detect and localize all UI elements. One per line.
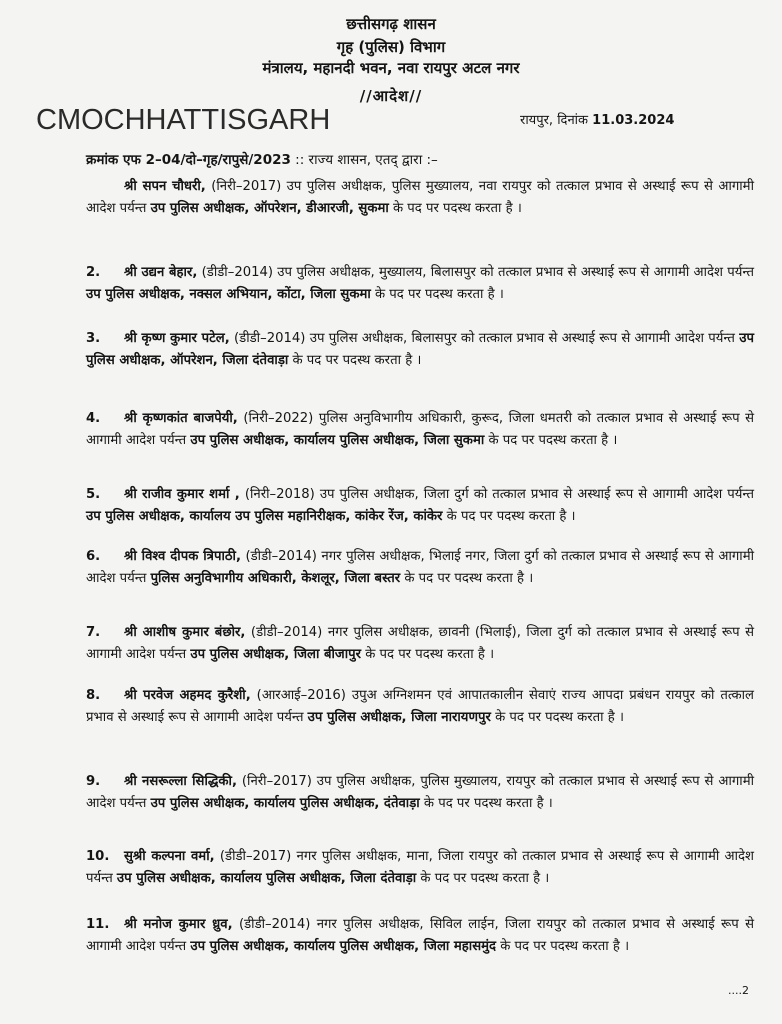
paragraph-number: 2. bbox=[86, 265, 101, 280]
paragraph-number: 11. bbox=[86, 917, 110, 932]
posting-designation: उप पुलिस अधीक्षक, ऑपरेशन, जिला दंतेवाड़ा bbox=[86, 331, 754, 368]
govt-name: छत्तीसगढ़ शासन bbox=[346, 15, 436, 33]
officer-name: श्री आशीष कुमार बंछोर, bbox=[124, 625, 246, 640]
posting-designation: उप पुलिस अधीक्षक, कार्यालय पुलिस अधीक्षक, दंतेवाड़ा bbox=[150, 796, 420, 811]
order-paragraph bbox=[86, 176, 754, 220]
paragraph-body: (निरी–2022) पुलिस अनुविभागीय अधिकारी, कुरूद, जिला धमतरी को तत्काल प्रभाव से अस्थाई रूप से आगामी आदेश पर्यन्त bbox=[86, 411, 754, 448]
order-paragraph bbox=[86, 408, 754, 452]
posting-designation: उप पुलिस अधीक्षक, कार्यालय पुलिस अधीक्षक, जिला दंतेवाड़ा bbox=[116, 871, 417, 886]
order-paragraph bbox=[86, 846, 754, 890]
paragraph-number: 9. bbox=[86, 774, 101, 789]
officer-name: सुश्री कल्पना वर्मा, bbox=[124, 849, 215, 864]
paragraph-tail: के पद पर पदस्थ करता है । bbox=[388, 201, 522, 216]
order-paragraph bbox=[86, 914, 754, 958]
posting-designation: उप पुलिस अधीक्षक, कार्यालय पुलिस अधीक्षक, जिला महासमुंद bbox=[190, 939, 497, 954]
paragraph-number: 10. bbox=[86, 849, 110, 864]
paragraph-body: (डीडी–2014) नगर पुलिस अधीक्षक, सिविल लाईन, जिला रायपुर को तत्काल प्रभाव से अस्थाई रूप से आगामी आदेश पर्यन्त bbox=[86, 917, 754, 954]
order-paragraph bbox=[86, 685, 754, 729]
paragraph-tail: के पद पर पदस्थ करता है । bbox=[370, 287, 504, 302]
officer-name: श्री उद्यन बेहार, bbox=[124, 265, 198, 280]
officer-name: श्री कृष्ण कुमार पटेल, bbox=[124, 331, 230, 346]
order-paragraph bbox=[86, 622, 754, 666]
order-paragraph bbox=[86, 328, 754, 372]
paragraph-body: (डीडी–2014) नगर पुलिस अधीक्षक, छावनी (भिलाई), जिला दुर्ग को तत्काल प्रभाव से अस्थाई रूप से आगामी आदेश पर्यन्त bbox=[86, 625, 754, 662]
officer-name: श्री मनोज कुमार ध्रुव, bbox=[124, 917, 233, 932]
order-paragraph bbox=[86, 262, 754, 306]
paragraph-number: 3. bbox=[86, 331, 101, 346]
paragraph-tail: के पद पर पदस्थ करता है । bbox=[442, 509, 576, 524]
posting-designation: उप पुलिस अधीक्षक, नक्सल अभियान, कोंटा, जिला सुकमा bbox=[86, 287, 371, 302]
paragraph-body: (डीडी–2017) नगर पुलिस अधीक्षक, माना, जिला रायपुर को तत्काल प्रभाव से अस्थाई रूप से आगामी आदेश पर्यन्त bbox=[86, 849, 754, 886]
officer-name: श्री नसरूल्ला सिद्धिकी, bbox=[124, 774, 237, 789]
paragraph-tail: के पद पर पदस्थ करता है । bbox=[490, 710, 624, 725]
order-title: //आदेश// bbox=[359, 87, 423, 105]
reference-line bbox=[86, 150, 438, 168]
date-value: 11.03.2024 bbox=[592, 113, 675, 128]
paragraph-body: (निरी–2017) उप पुलिस अधीक्षक, पुलिस मुख्यालय, रायपुर को तत्काल प्रभाव से अस्थाई रूप से आगामी आदेश पर्यन्त bbox=[86, 774, 754, 811]
officer-name: श्री राजीव कुमार शर्मा , bbox=[124, 487, 240, 502]
posting-designation: पुलिस अनुविभागीय अधिकारी, केशलूर, जिला बस्तर bbox=[150, 571, 401, 586]
paragraph-tail: के पद पर पदस्थ करता है । bbox=[496, 939, 630, 954]
order-date bbox=[520, 110, 674, 128]
paragraph-tail: के पद पर पदस्थ करता है । bbox=[416, 871, 550, 886]
department-name: गृह (पुलिस) विभाग bbox=[336, 38, 446, 56]
reference-text: :: राज्य शासन, एतद् द्वारा :– bbox=[295, 152, 438, 168]
posting-designation: उप पुलिस अधीक्षक, जिला नारायणपुर bbox=[307, 710, 491, 725]
paragraph-body: (निरी–2017) उप पुलिस अधीक्षक, पुलिस मुख्यालय, नवा रायपुर को तत्काल प्रभाव से अस्थाई रूप से आगामी आदेश पर्यन्त bbox=[86, 179, 754, 216]
paragraph-number: 4. bbox=[86, 411, 101, 426]
office-address: मंत्रालय, महानदी भवन, नवा रायपुर अटल नगर bbox=[262, 59, 520, 77]
paragraph-body: (निरी–2018) उप पुलिस अधीक्षक, जिला दुर्ग को तत्काल प्रभाव से अस्थाई रूप से आगामी आदेश पर्यन्त bbox=[239, 487, 754, 502]
posting-designation: उप पुलिस अधीक्षक, ऑपरेशन, डीआरजी, सुकमा bbox=[150, 201, 389, 216]
officer-name: श्री परवेज अहमद कुरैशी, bbox=[124, 688, 251, 703]
paragraph-number: 5. bbox=[86, 487, 101, 502]
officer-name: श्री कृष्णकांत बाजपेयी, bbox=[124, 411, 238, 426]
date-label: रायपुर, दिनांक bbox=[520, 113, 589, 128]
posting-designation: उप पुलिस अधीक्षक, कार्यालय पुलिस अधीक्षक, जिला सुकमा bbox=[190, 433, 485, 448]
paragraph-number: 8. bbox=[86, 688, 101, 703]
paragraph-number: 7. bbox=[86, 625, 101, 640]
paragraph-tail: के पद पर पदस्थ करता है । bbox=[361, 647, 495, 662]
order-paragraph bbox=[86, 546, 754, 590]
officer-name: श्री सपन चौधरी, bbox=[124, 179, 206, 194]
paragraph-tail: के पद पर पदस्थ करता है । bbox=[288, 353, 422, 368]
order-paragraph bbox=[86, 771, 754, 815]
page-marker: ....2 bbox=[728, 984, 749, 997]
paragraph-tail: के पद पर पदस्थ करता है । bbox=[400, 571, 534, 586]
paragraph-body: (डीडी–2014) उप पुलिस अधीक्षक, बिलासपुर को तत्काल प्रभाव से अस्थाई रूप से आगामी आदेश पर्यन्त bbox=[229, 331, 740, 346]
paragraph-body: (डीडी–2014) नगर पुलिस अधीक्षक, भिलाई नगर, जिला दुर्ग को तत्काल प्रभाव से अस्थाई रूप से आगामी आदेश पर्यन्त bbox=[86, 549, 754, 586]
order-paragraph bbox=[86, 484, 754, 528]
paragraph-body: (आरआई–2016) उपुअ अग्निशमन एवं आपातकालीन सेवाएं राज्य आपदा प्रबंधन रायपुर को तत्काल प्रभाव से अस्थाई रूप से आगामी आदेश पर्यन्त bbox=[86, 688, 754, 725]
reference-number: क्रमांक एफ 2–04/दो–गृह/रापुसे/2023 bbox=[86, 152, 291, 168]
watermark-text: CMOCHHATTISGARH bbox=[36, 104, 331, 136]
paragraph-tail: के पद पर पदस्थ करता है । bbox=[419, 796, 553, 811]
paragraph-body: (डीडी–2014) उप पुलिस अधीक्षक, मुख्यालय, बिलासपुर को तत्काल प्रभाव से अस्थाई रूप से आगामी आदेश पर्यन्त bbox=[197, 265, 754, 280]
posting-designation: उप पुलिस अधीक्षक, जिला बीजापुर bbox=[190, 647, 361, 662]
posting-designation: उप पुलिस अधीक्षक, कार्यालय उप पुलिस महानिरीक्षक, कांकेर रेंज, कांकेर bbox=[86, 509, 443, 524]
paragraph-tail: के पद पर पदस्थ करता है । bbox=[484, 433, 618, 448]
paragraph-number: 6. bbox=[86, 549, 101, 564]
officer-name: श्री विश्व दीपक त्रिपाठी, bbox=[124, 549, 241, 564]
